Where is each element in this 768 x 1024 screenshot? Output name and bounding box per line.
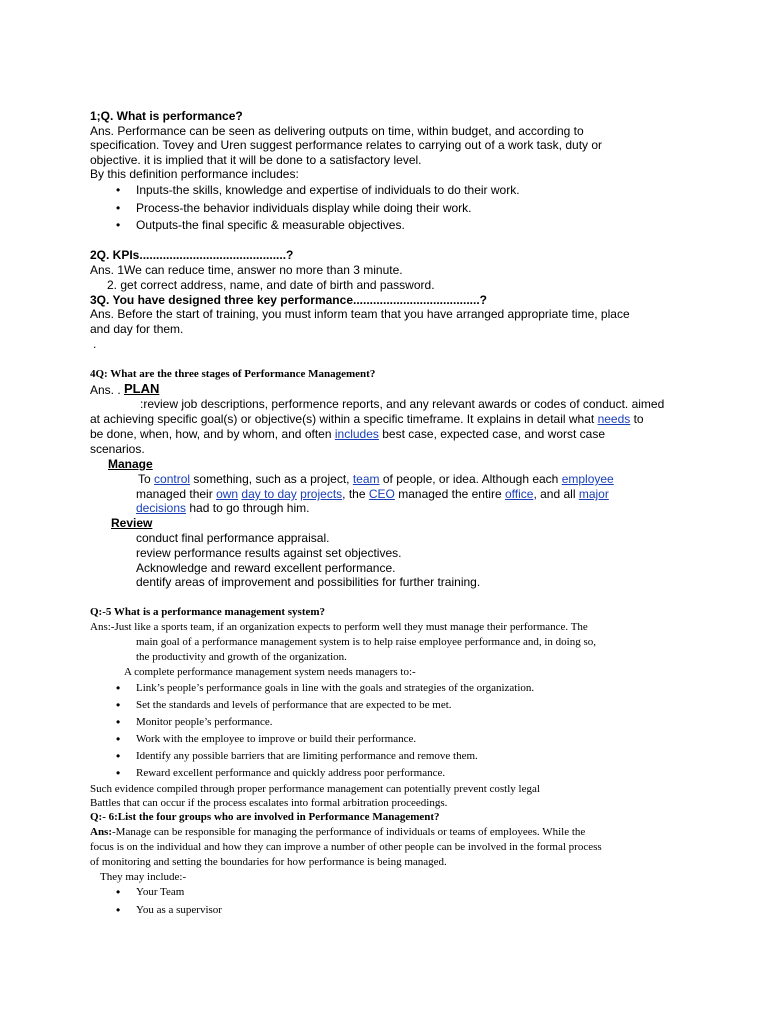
q4-ans-prefix: Ans. . (90, 383, 121, 397)
q1-line: objective. it is implied that it will be done to a satisfactory level. (90, 153, 422, 167)
q6-ans-label: Ans: (90, 826, 113, 838)
bullet-icon: • (116, 201, 121, 215)
manage-line (138, 473, 614, 485)
review-line: conduct final performance appraisal. (136, 531, 330, 545)
major-link[interactable]: major (578, 487, 609, 501)
plan-line-text: best case, expected case, and worst case (382, 427, 606, 441)
q5-after: Such evidence compiled through proper performance management can potentially prevent costly legal (90, 783, 540, 795)
bullet-icon: • (116, 218, 121, 232)
bullet-icon: • (116, 732, 121, 746)
q1-title: 1;Q. What is performance? (90, 109, 243, 123)
day-to-day-link[interactable]: day to day (241, 487, 297, 501)
review-line: dentify areas of improvement and possibilities for further training. (136, 575, 481, 589)
employee-link[interactable]: employee (561, 472, 614, 486)
review-heading: Review (111, 516, 153, 530)
bullet-icon: • (116, 715, 121, 729)
office-link[interactable]: office (504, 487, 534, 501)
plan-heading: PLAN (124, 381, 160, 396)
bullet-icon: • (116, 749, 121, 763)
q3-line: Ans. Before the start of training, you must inform team that you have arranged appropriate time, place (90, 307, 630, 321)
manage-text: , and all (533, 487, 576, 501)
q6-bullet: You as a supervisor (136, 904, 222, 916)
bullet-icon: • (116, 183, 121, 197)
q6-text: -Manage can be responsible for managing the performance of individuals or teams of employees. While the (112, 826, 586, 838)
bullet-icon: • (116, 681, 121, 695)
q5-after: Battles that can occur if the process escalates into formal arbitration proceedings. (90, 797, 448, 809)
q1-bullet: Outputs-the final specific & measurable objectives. (136, 218, 405, 232)
q3-title: 3Q. You have designed three key performance......................................? (90, 293, 488, 307)
q2-title: 2Q. KPIs............................................? (90, 248, 294, 262)
manage-text: something, such as a project, (193, 472, 350, 486)
decisions-link[interactable]: decisions (136, 501, 187, 515)
manage-line (136, 502, 309, 514)
plan-line: at achieving specific goal(s) or objective(s) within a specific timeframe. It explains in detail what needs to (90, 412, 644, 426)
includes-link[interactable]: includes (334, 427, 379, 441)
plan-line (90, 428, 605, 440)
q5-bullet: Monitor people’s performance. (136, 716, 273, 728)
q2-line: 2. get correct address, name, and date of birth and password. (107, 278, 435, 292)
q1-bullet: Inputs-the skills, knowledge and expertise of individuals to do their work. (136, 183, 520, 197)
plan-line-text: be done, when, how, and by whom, and often (90, 427, 332, 441)
q1-bullet: Process-the behavior individuals display while doing their work. (136, 201, 472, 215)
bullet-icon: • (116, 766, 121, 780)
q4-title: 4Q: What are the three stages of Performance Management? (90, 368, 376, 380)
ceo-link[interactable]: CEO (368, 487, 395, 501)
manage-text: managed their (136, 487, 213, 501)
needs-link[interactable]: needs (597, 412, 631, 426)
projects-link[interactable]: projects (300, 487, 343, 501)
manage-text: , the (342, 487, 366, 501)
q3-line: . (93, 337, 97, 351)
bullet-icon: • (116, 885, 121, 899)
control-link[interactable]: control (154, 472, 191, 486)
q6-title: Q:- 6:List the four groups who are involved in Performance Management? (90, 811, 440, 823)
review-line: review performance results against set objectives. (136, 546, 402, 560)
manage-heading: Manage (108, 457, 153, 471)
plan-line: scenarios. (90, 442, 145, 456)
bullet-icon: • (116, 903, 121, 917)
review-line: Acknowledge and reward excellent performance. (136, 561, 396, 575)
q2-line: Ans. 1We can reduce time, answer no more than 3 minute. (90, 263, 403, 277)
plan-line-text: at achieving specific goal(s) or objective(s) within a specific timeframe. It explains in detail what (90, 412, 595, 426)
q6-bullet: Your Team (136, 886, 185, 898)
q6-line (90, 827, 585, 838)
manage-text: To (138, 472, 151, 486)
q6-line: of monitoring and setting the boundaries for how performance is being managed. (90, 856, 447, 868)
q6-line: They may include:- (100, 871, 187, 883)
q3-line: and day for them. (90, 322, 184, 336)
q5-bullet: Work with the employee to improve or build their performance. (136, 733, 417, 745)
manage-text: managed the entire (398, 487, 502, 501)
team-link[interactable]: team (352, 472, 380, 486)
q1-line: By this definition performance includes: (90, 167, 299, 181)
q1-line: specification. Tovey and Uren suggest performance relates to carrying out of a work task, duty or (90, 138, 603, 152)
q5-line: main goal of a performance management system is to help raise employee performance and, in doing so, (136, 636, 597, 648)
q5-title: Q:-5 What is a performance management system? (90, 606, 326, 618)
q6-line: focus is on the individual and how they can improve a number of other people can be involved in the formal process (90, 841, 602, 853)
bullet-icon: • (116, 698, 121, 712)
q5-bullet: Reward excellent performance and quickly address poor performance. (136, 767, 446, 779)
q5-bullet: Set the standards and levels of performance that are expected to be met. (136, 699, 452, 711)
plan-line: :review job descriptions, performence reports, and any relevant awards or codes of conduct. aimed (140, 397, 665, 411)
q5-line: Ans:-Just like a sports team, if an organization expects to perform well they must manage their performance. The (90, 621, 588, 633)
q1-line: Ans. Performance can be seen as delivering outputs on time, within budget, and according to (90, 124, 584, 138)
q5-line: the productivity and growth of the organization. (136, 651, 347, 663)
manage-line (136, 488, 609, 500)
q5-bullet: Identify any possible barriers that are limiting performance and remove them. (136, 750, 478, 762)
q5-bullet: Link’s people’s performance goals in line with the goals and strategies of the organization. (136, 682, 535, 694)
own-link[interactable]: own (216, 487, 239, 501)
manage-text: had to go through him. (189, 501, 310, 515)
q5-line: A complete performance management system needs managers to:- (124, 666, 416, 678)
manage-text: of people, or idea. Although each (382, 472, 559, 486)
